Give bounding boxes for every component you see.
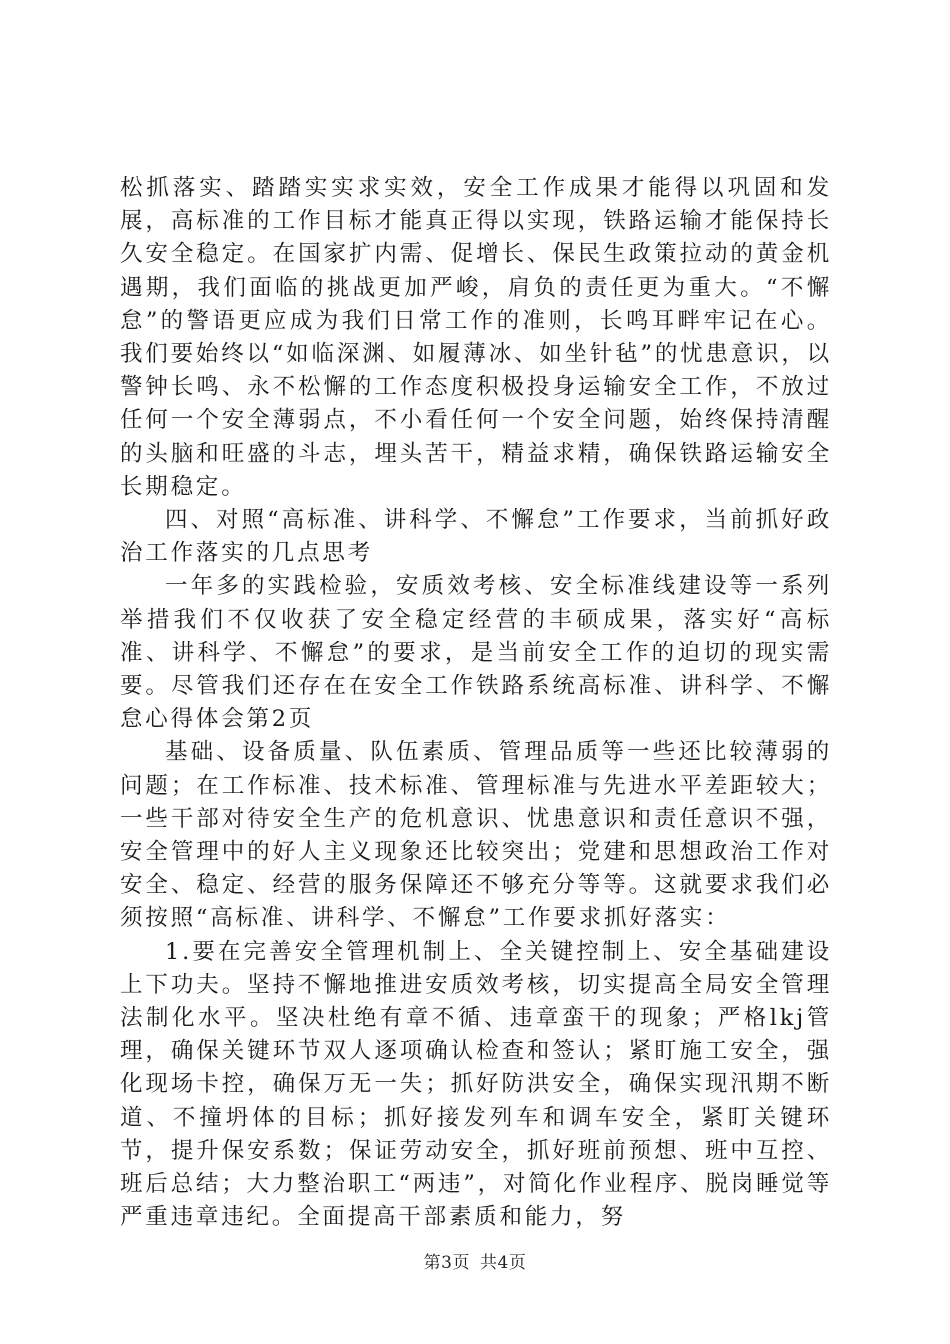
page-footer: [0, 1248, 950, 1273]
paragraph-2-heading: 四、对照“高标准、讲科学、不懈怠”工作要求，当前抓好政治工作落实的几点思考: [120, 507, 832, 567]
paragraph-3: 一年多的实践检验，安质效考核、安全标准线建设等一系列举措我们不仅收获了安全稳定经营的丰硕成果，落实好“高标准、讲科学、不懈怠”的要求，是当前安全工作的迫切的现实需要。尽管我们还存在在安全工作铁路系统高标准、讲科学、不懈怠心得体会第2页: [120, 573, 832, 733]
document-body: [120, 172, 832, 1235]
paragraph-5: 1.要在完善安全管理机制上、全关键控制上、安全基础建设上下功夫。坚持不懈地推进安质效考核，切实提高全局安全管理法制化水平。坚决杜绝有章不循、违章蛮干的现象；严格lkj管理，确保关键环节双人逐项确认检查和签认；紧盯施工安全，强化现场卡控，确保万无一失；抓好防洪安全，确保实现汛期不断道、不撞坍体的目标；抓好接发列车和调车安全，紧盯关键环节，提升保安系数；保证劳动安全，抓好班前预想、班中互控、班后总结；大力整治职工“两违”，对简化作业程序、脱岗睡觉等严重违章违纪。全面提高干部素质和能力，努: [120, 938, 832, 1231]
page-number: 第3页: [423, 1253, 470, 1273]
page-total: 共4页: [480, 1253, 527, 1273]
paragraph-1: 松抓落实、踏踏实实求实效，安全工作成果才能得以巩固和发展，高标准的工作目标才能真正得以实现，铁路运输才能保持长久安全稳定。在国家扩内需、促增长、保民生政策拉动的黄金机遇期，我们面临的挑战更加严峻，肩负的责任更为重大。“不懈怠”的警语更应成为我们日常工作的准则，长鸣耳畔牢记在心。我们要始终以“如临深渊、如履薄冰、如坐针毡”的忧患意识，以警钟长鸣、永不松懈的工作态度积极投身运输安全工作，不放过任何一个安全薄弱点，不小看任何一个安全问题，始终保持清醒的头脑和旺盛的斗志，埋头苦干，精益求精，确保铁路运输安全长期稳定。: [120, 175, 832, 500]
paragraph-4: 基础、设备质量、队伍素质、管理品质等一些还比较薄弱的问题；在工作标准、技术标准、管理标准与先进水平差距较大；一些干部对待安全生产的危机意识、忧患意识和责任意识不强，安全管理中的好人主义现象还比较突出；党建和思想政治工作对安全、稳定、经营的服务保障还不够充分等等。这就要求我们必须按照“高标准、讲科学、不懈怠”工作要求抓好落实：: [120, 739, 832, 932]
